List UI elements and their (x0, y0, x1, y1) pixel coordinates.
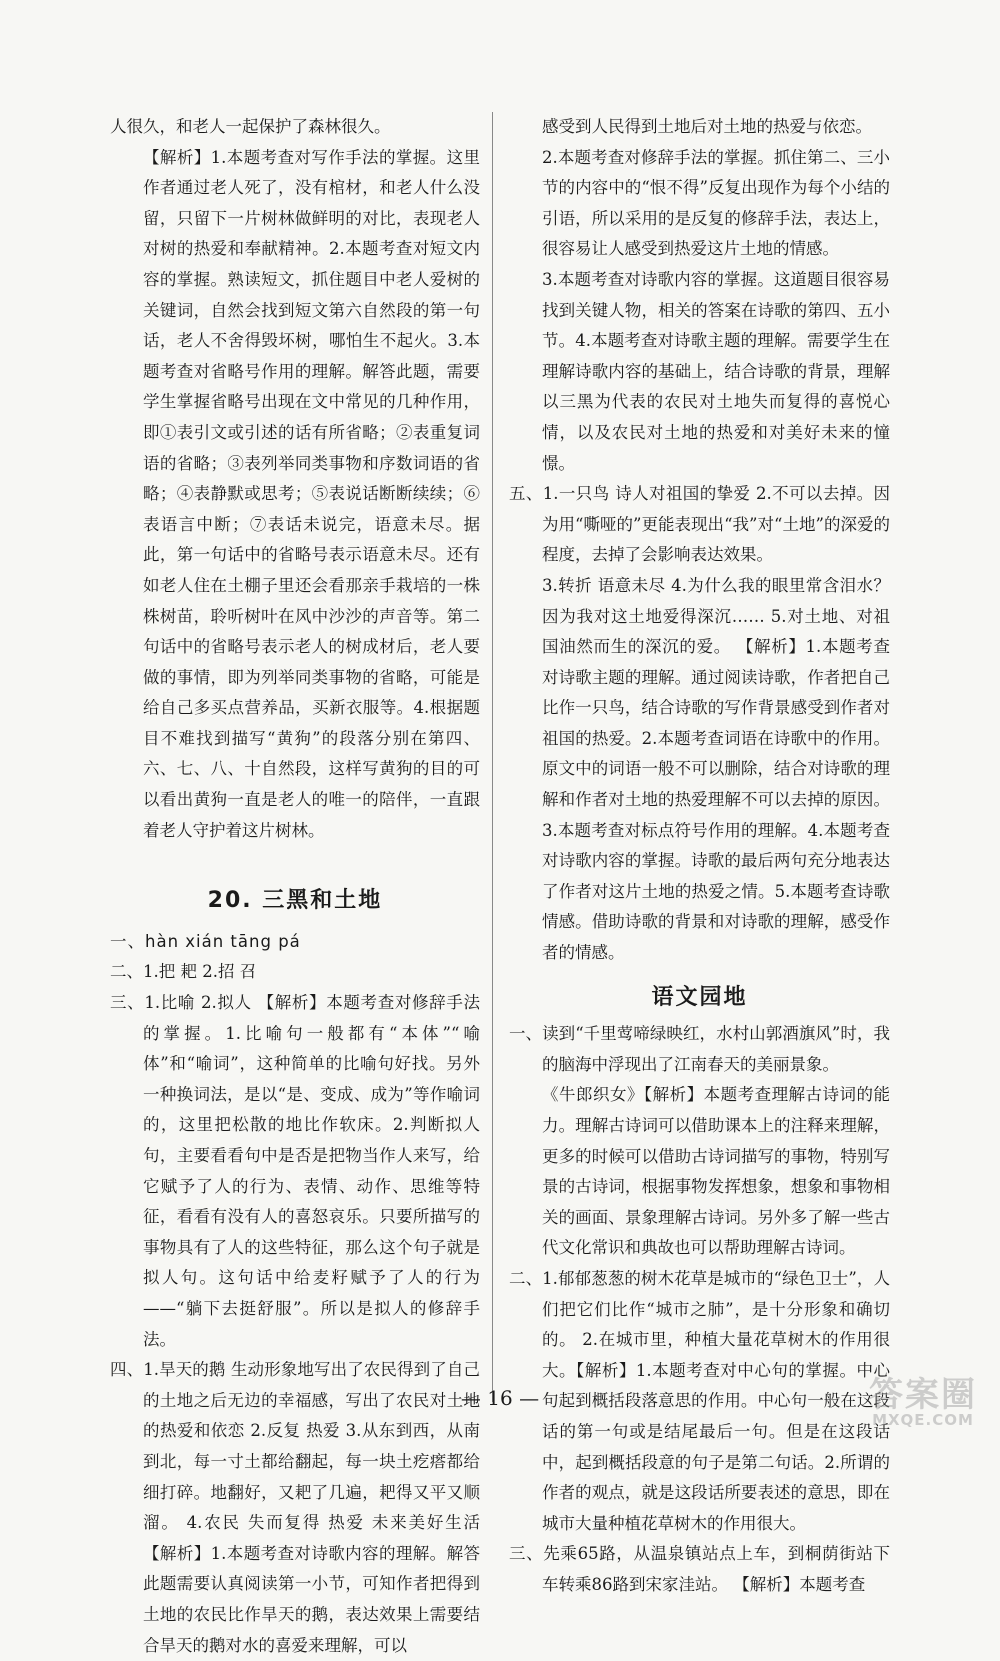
column-divider (492, 112, 493, 1402)
answer-item: 五、1.一只鸟 诗人对祖国的挚爱 2.不可以去掉。因为用“嘶哑的”更能表现出“我”对“土地”的深爱的程度，去掉了会影响表达效果。 (509, 484, 890, 565)
watermark-logo (858, 1367, 988, 1435)
paragraph: 3.本题考查对诗歌内容的掌握。这道题目很容易找到关键人物，相关的答案在诗歌的第四、五小节。4.本题考查对诗歌主题的理解。需要学生在理解诗歌内容的基础上，结合诗歌的背景，理解以三黑为代表的农民对土地失而复得的喜悦心情，以及农民对土地的热爱和对美好未来的憧憬。 (542, 269, 890, 473)
answer-item: 四、1.旱天的鹅 生动形象地写出了农民得到了自己的土地之后无边的幸福感，写出了农民对土地的热爱和依恋 2.反复 热爱 3.从东到西，从南到北，每一寸土都给翻起，每一块土疙瘩都给细打碎。地翻好，又耙了几遍，耙得又平又顺溜。 4.农民 失而复得 热爱 未来美好生活 【解析】1.本题考查对诗歌内容的理解。解答此题需要认真阅读第一小节，可知作者把得到土地的农民比作旱天的鹅，表达效果上需要结合旱天的鹅对水的喜爱来理解，可以 (110, 1360, 480, 1655)
paragraph: 【解析】1.本题考查对写作手法的掌握。这里作者通过老人死了，没有棺材，和老人什么没留，只留下一片树林做鲜明的对比，表现老人对树的热爱和奉献精神。2.本题考查对短文内容的掌握。熟读短文，抓住题目中老人爱树的关键词，自然会找到短文第六自然段的第一句话，老人不舍得毁坏树，哪怕生不起火。3.本题考查对省略号作用的理解。解答此题，需要学生掌握省略号出现在文中常见的几种作用，即①表引文或引述的话有所省略；②表重复词语的省略；③表列举同类事物和序数词语的省略；④表静默或思考；⑤表说话断断续续；⑥表语言中断；⑦表话未说完，语意未尽。据此，第一句话中的省略号表示语意未尽。还有如老人住在土棚子里还会看那亲手栽培的一株株树苗，聆听树叶在风中沙沙的声音等。第二句话中的省略号表示老人的树成材后，老人要做的事情，即为列举同类事物的省略，可能是给自己多买点营养品，买新衣服等。4.根据题目不难找到描写“黄狗”的段落分别在第四、六、七、八、十自然段，这样写黄狗的目的可以看出黄狗一直是老人的唯一的陪伴，一直跟着老人守护着这片树林。 (143, 147, 480, 840)
answer-item: 《牛郎织女》【解析】本题考查理解古诗词的能力。理解古诗词可以借助课本上的注释来理解，更多的时候可以借助古诗词描写的事物，特别写景的古诗词，根据事物发挥想象，想象和事物相关的画面、景象理解古诗词。另外多了解一些古代文化常识和典故也可以帮助理解古诗词。 (542, 1085, 890, 1258)
answer-item: 二、1.把 耙 2.招 召 (110, 962, 257, 982)
watermark-url: MXQE.COM (872, 1411, 974, 1429)
answer-item: 三、1.比喻 2.拟人 【解析】本题考查对修辞手法的掌握。1.比喻句一般都有“本体”“喻体”和“喻词”，这种简单的比喻句好找。另外一种换词法，是以“是、变成、成为”等作喻词的，这里把松散的地比作软床。2.判断拟人句，主要看看句中是否是把物当作人来写，给它赋予了人的行为、表情、动作、思维等特征，看看有没有人的喜怒哀乐。只要所描写的事物具有了人的这些特征，那么这个句子就是拟人句。这句话中给麦籽赋予了人的行为——“躺下去挺舒服”。所以是拟人的修辞手法。 (110, 993, 480, 1349)
watermark-text: 答案圈 (869, 1375, 977, 1415)
answer-item: 一、读到“千里莺啼绿映红，水村山郭酒旗风”时，我的脑海中浮现出了江南春天的美丽景象。 (509, 1024, 890, 1074)
paragraph: 人很久，和老人一起保护了森林很久。 (110, 117, 391, 136)
answer-item: 一、hàn xián tāng pá (110, 931, 301, 951)
paragraph: 感受到人民得到土地后对土地的热爱与依恋。 (542, 117, 872, 136)
paragraph: 2.本题考查对修辞手法的掌握。抓住第二、三小节的内容中的“恨不得”反复出现作为每个小结的引语，所以采用的是反复的修辞手法，表达上，很容易让人感受到热爱这片土地的情感。 (542, 147, 890, 259)
right-column (509, 112, 890, 1601)
answer-item: 二、1.郁郁葱葱的树木花草是城市的“绿色卫士”，人们把它们比作“城市之肺”，是十分形象和确切的。 2.在城市里，种植大量花草树木的作用很大。【解析】1.本题考查对中心句的掌握。中心句起到概括段落意思的作用。中心句一般在这段话的第一句或是结尾最后一句。但是在这段话中，起到概括段意的句子是第二句话。2.所谓的作者的观点，就是这段话所要表述的意思，即在城市大量种植花草树木的作用很大。 (509, 1268, 890, 1533)
answer-item: 三、先乘65路，从温泉镇站点上车，到桐荫街站下车转乘86路到宋家洼站。 【解析】本题考查 (509, 1544, 890, 1594)
page-number: — 16 — (460, 1386, 540, 1410)
section-heading: 语文园地 (651, 984, 748, 1010)
section-heading: 20. 三黑和土地 (207, 888, 383, 914)
left-column (110, 112, 480, 1661)
answer-item: 3.转折 语意未尽 4.为什么我的眼里常含泪水？因为我对这土地爱得深沉…… 5.对土地、对祖国油然而生的深沉的爱。 【解析】1.本题考查对诗歌主题的理解。通过阅读诗歌，作者把自己比作一只鸟，结合诗歌的写作背景感受到作者对祖国的热爱。2.本题考查词语在诗歌中的作用。原文中的词语一般不可以删除，结合对诗歌的理解和作者对土地的热爱理解不可以去掉的原因。3.本题考查对标点符号作用的理解。4.本题考查对诗歌内容的掌握。诗歌的最后两句充分地表达了作者对这片土地的热爱之情。5.本题考查诗歌情感。借助诗歌的背景和对诗歌的理解，感受作者的情感。 (542, 575, 890, 963)
